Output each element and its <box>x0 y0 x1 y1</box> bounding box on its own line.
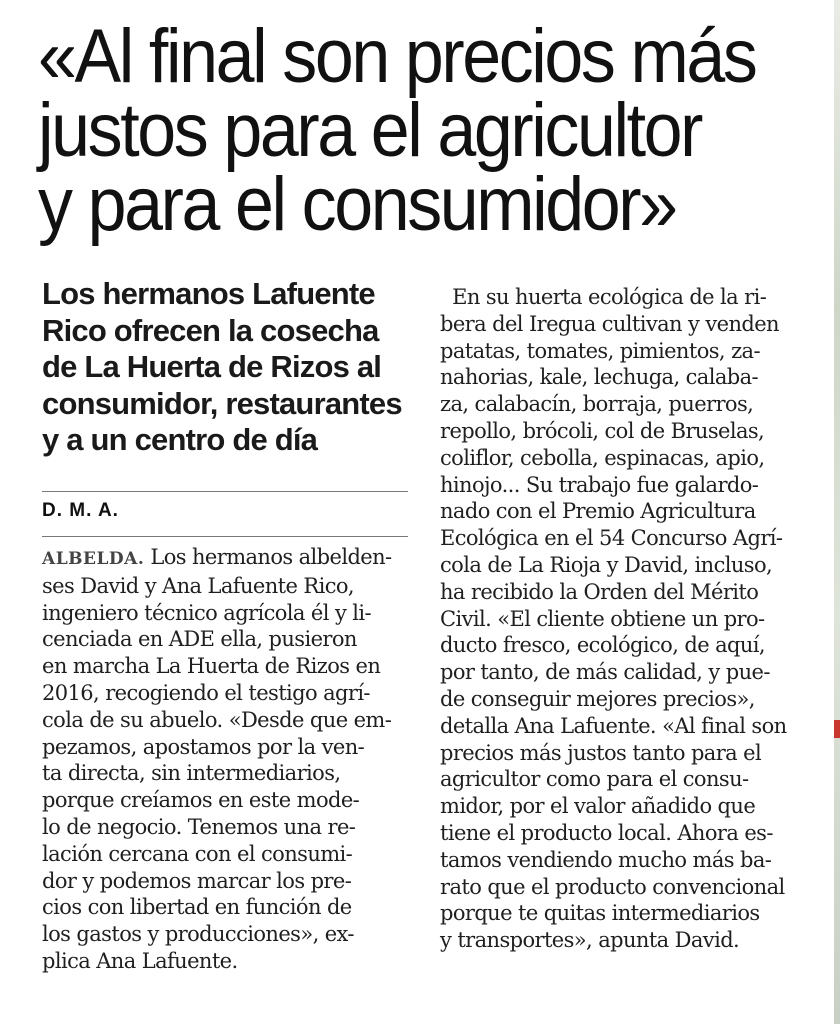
body-line: agricultor como para el consu- <box>440 767 749 792</box>
subhead-line: Los hermanos Lafuente <box>42 276 375 311</box>
edge-accent-mark <box>834 720 840 738</box>
dateline: ALBELDA. <box>42 549 145 569</box>
body-line: lación cercana con el consumi- <box>42 841 353 866</box>
body-line: lo de negocio. Tenemos una re- <box>42 814 356 839</box>
body-line: Civil. «El cliente obtiene un pro- <box>440 606 765 631</box>
body-line: detalla Ana Lafuente. «Al final son <box>440 713 787 738</box>
headline-line: «Al final son precios más <box>38 14 756 99</box>
headline-line: y para el consumidor» <box>38 162 676 247</box>
body-line: patatas, tomates, pimientos, za- <box>440 338 760 363</box>
byline: D. M. A. <box>42 500 119 521</box>
body-line: ingeniero técnico agrícola él y li- <box>42 600 372 625</box>
body-line: cola de su abuelo. «Desde que em- <box>42 707 392 732</box>
body-line: por tanto, de más calidad, y pue- <box>440 660 770 685</box>
body-line: cola de La Rioja y David, incluso, <box>440 552 773 577</box>
body-line: ses David y Ana Lafuente Rico, <box>42 573 355 598</box>
body-line: dor y podemos marcar los pre- <box>42 868 352 893</box>
byline-bottom-divider <box>42 536 408 537</box>
body-line: midor, por el valor añadido que <box>440 794 756 819</box>
body-line: bera del Iregua cultivan y venden <box>440 311 779 336</box>
body-line: hinojo... Su trabajo fue galardo- <box>440 472 759 497</box>
body-line: porque te quitas intermediarios <box>440 901 760 926</box>
body-line: plica Ana Lafuente. <box>42 948 238 973</box>
body-line: 2016, recogiendo el testigo agrí- <box>42 680 370 705</box>
headline <box>38 14 756 247</box>
body-line: ta directa, sin intermediarios, <box>42 761 341 786</box>
body-line: En su huerta ecológica de la ri- <box>440 285 767 309</box>
subhead-line: Rico ofrecen la cosecha <box>42 312 379 348</box>
body-line: y transportes», apunta David. <box>440 928 740 953</box>
body-line: tamos vendiendo mucho más ba- <box>440 847 772 872</box>
body-column-right <box>440 284 810 954</box>
body-line: porque creíamos en este mode- <box>42 788 360 813</box>
byline-top-divider <box>42 491 408 492</box>
body-line: Ecológica en el 54 Concurso Agrí- <box>440 526 783 551</box>
body-line: cios con libertad en función de <box>42 895 352 920</box>
body-line: nado con el Premio Agricultura <box>440 499 756 524</box>
body-line <box>42 544 410 573</box>
body-line: repollo, brócoli, col de Bruselas, <box>440 418 765 443</box>
adjacent-page-edge <box>834 0 840 1024</box>
body-line: coliflor, cebolla, espinacas, apio, <box>440 445 765 470</box>
subhead-line: y a un centro de día <box>42 422 318 457</box>
body-line: de conseguir mejores precios», <box>440 686 755 711</box>
body-line: ducto fresco, ecológico, de aquí, <box>440 633 765 658</box>
body-line: precios más justos tanto para el <box>440 740 762 765</box>
body-line: za, calabacín, borraja, puerros, <box>440 392 754 417</box>
subhead-line: consumidor, restaurantes <box>42 385 402 421</box>
body-column-left <box>42 544 410 975</box>
body-line: ha recibido la Orden del Mérito <box>440 579 759 604</box>
body-line: nahorias, kale, lechuga, calaba- <box>440 365 758 390</box>
body-line: los gastos y producciones», ex- <box>42 922 354 947</box>
body-line: en marcha La Huerta de Rizos en <box>42 654 381 679</box>
headline-line: justos para el agricultor <box>38 88 702 173</box>
body-left-lines <box>42 573 410 975</box>
subhead-line: de La Huerta de Rizos al <box>42 349 382 384</box>
body-right-lines <box>440 284 810 954</box>
body-line-text: Los hermanos albelden- <box>144 545 392 569</box>
subheadline <box>42 276 422 459</box>
body-line: pezamos, apostamos por la ven- <box>42 734 365 759</box>
body-line: cenciada en ADE ella, pusieron <box>42 627 357 652</box>
body-line: rato que el producto convencional <box>440 874 785 899</box>
body-line: tiene el producto local. Ahora es- <box>440 820 773 845</box>
